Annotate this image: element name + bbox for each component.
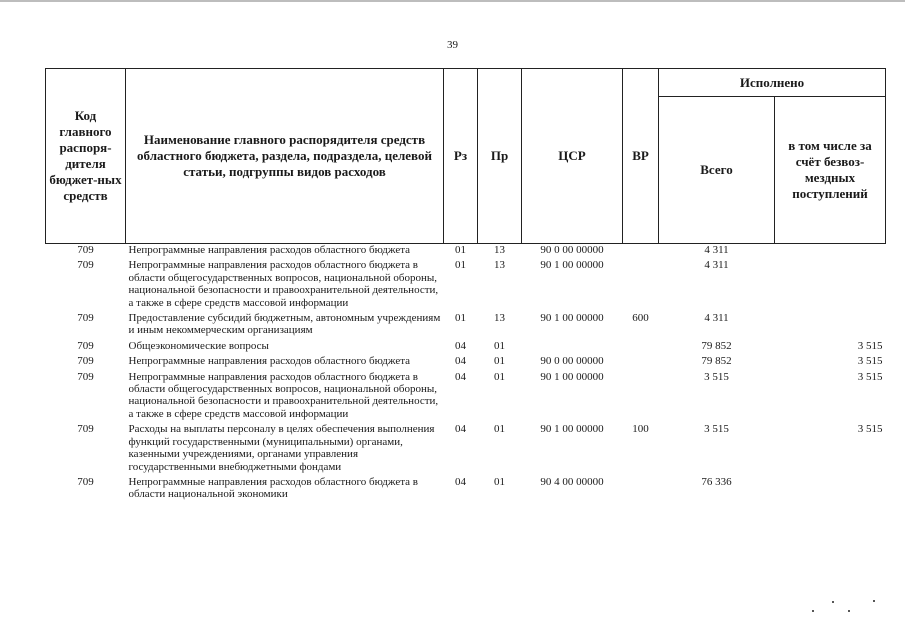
- cell-grants: 3 515: [857, 339, 883, 352]
- cell-pr: 01: [494, 339, 505, 352]
- header-executed: Исполнено: [659, 69, 886, 97]
- table-row: [46, 312, 886, 337]
- expenditure-table: [45, 68, 886, 501]
- table-body: [46, 244, 886, 501]
- header-name: Наименование главного распорядителя средств областного бюджета, раздела, подраздела, целевой статьи, подгруппы видов расходов: [126, 69, 444, 244]
- cell-name: Предоставление субсидий бюджетным, автономным учреждениям и иным некоммерческим организациям: [128, 312, 441, 337]
- cell-vr: 100: [632, 423, 649, 436]
- cell-rz: 04: [455, 339, 466, 352]
- cell-grants: [775, 244, 886, 257]
- table-row: [46, 259, 886, 309]
- cell-pr: 13: [494, 244, 505, 256]
- cell-total: 4 311: [704, 244, 729, 256]
- cell-vr: [623, 244, 659, 257]
- cell-pr: 01: [494, 370, 505, 383]
- cell-total: 3 515: [704, 370, 729, 383]
- scan-specks: [812, 598, 882, 618]
- table-row: [46, 340, 886, 352]
- cell-pr: 13: [494, 259, 505, 272]
- scan-top-edge: [0, 0, 905, 2]
- cell-code: 709: [77, 244, 94, 256]
- header-code: Код главного распоря-дителя бюджет-ных средств: [46, 69, 126, 244]
- cell-csr: 90 4 00 00000: [540, 475, 604, 488]
- cell-total: 4 311: [704, 259, 729, 272]
- cell-vr: [623, 355, 659, 367]
- cell-code: 709: [77, 355, 94, 368]
- cell-grants: [775, 259, 886, 309]
- cell-rz: 01: [455, 312, 466, 325]
- cell-grants: 3 515: [857, 370, 883, 383]
- cell-grants: [775, 476, 886, 501]
- cell-vr: 600: [632, 312, 649, 325]
- cell-name: Расходы на выплаты персоналу в целях обеспечения выполнения функций государственными (муниципальными) органами, казенными учреждениями, органами управления государственными внебюджетными фондами: [128, 423, 435, 473]
- table-row: [46, 244, 886, 257]
- cell-name: Общеэкономические вопросы: [128, 339, 269, 352]
- table-row: [46, 423, 886, 473]
- cell-code: 709: [77, 475, 94, 488]
- header-grants: в том числе за счёт безвоз-мездных поступлений: [775, 97, 886, 244]
- cell-rz: 01: [455, 259, 466, 272]
- header-pr: Пр: [478, 69, 522, 244]
- cell-pr: 01: [494, 475, 505, 488]
- cell-name: Непрограммные направления расходов областного бюджета в области общегосударственных вопросов, национальной обороны, национальной безопасности и правоохранительной деятельности, а также в сфере средств массовой информации: [128, 370, 439, 420]
- cell-vr: [623, 371, 659, 421]
- cell-csr: 90 1 00 00000: [540, 312, 604, 325]
- cell-csr: 90 1 00 00000: [540, 370, 604, 383]
- cell-rz: 04: [455, 423, 466, 436]
- header-csr: ЦСР: [522, 69, 623, 244]
- cell-vr: [623, 476, 659, 501]
- cell-csr: 90 1 00 00000: [540, 423, 604, 436]
- table-row: [46, 355, 886, 367]
- cell-csr: 90 1 00 00000: [540, 259, 604, 272]
- cell-code: 709: [77, 339, 94, 352]
- header-total: Всего: [659, 97, 775, 244]
- cell-rz: 04: [455, 370, 466, 383]
- cell-grants: [775, 312, 886, 337]
- cell-name: Непрограммные направления расходов областного бюджета в области общегосударственных вопросов, национальной обороны, национальной безопасности и правоохранительной деятельности, а также в сфере средств массовой информации: [128, 259, 439, 309]
- cell-csr: 90 0 00 00000: [540, 244, 604, 256]
- header-vr: ВР: [623, 69, 659, 244]
- cell-name: Непрограммные направления расходов областного бюджета в области национальной экономики: [128, 475, 418, 501]
- cell-total: 76 336: [701, 475, 732, 488]
- table-row: [46, 476, 886, 501]
- cell-pr: 13: [494, 312, 505, 325]
- cell-rz: 04: [455, 475, 466, 488]
- cell-csr: 90 0 00 00000: [540, 355, 604, 368]
- cell-code: 709: [77, 370, 94, 383]
- cell-rz: 04: [455, 355, 466, 368]
- cell-total: 79 852: [701, 355, 732, 368]
- cell-csr: [522, 340, 623, 352]
- cell-total: 4 311: [704, 312, 729, 325]
- cell-code: 709: [77, 259, 94, 272]
- cell-grants: 3 515: [857, 423, 883, 436]
- cell-grants: 3 515: [857, 355, 883, 368]
- cell-total: 79 852: [701, 339, 732, 352]
- cell-rz: 01: [455, 244, 466, 256]
- cell-pr: 01: [494, 355, 505, 368]
- cell-name: Непрограммные направления расходов областного бюджета: [128, 355, 411, 368]
- cell-pr: 01: [494, 423, 505, 436]
- table-row: [46, 371, 886, 421]
- header-rz: Рз: [444, 69, 478, 244]
- cell-vr: [623, 259, 659, 309]
- cell-name: Непрограммные направления расходов областного бюджета: [128, 244, 411, 256]
- cell-code: 709: [77, 312, 94, 325]
- cell-vr: [623, 340, 659, 352]
- cell-total: 3 515: [704, 423, 729, 436]
- page-number: 39: [447, 39, 458, 51]
- cell-code: 709: [77, 423, 94, 436]
